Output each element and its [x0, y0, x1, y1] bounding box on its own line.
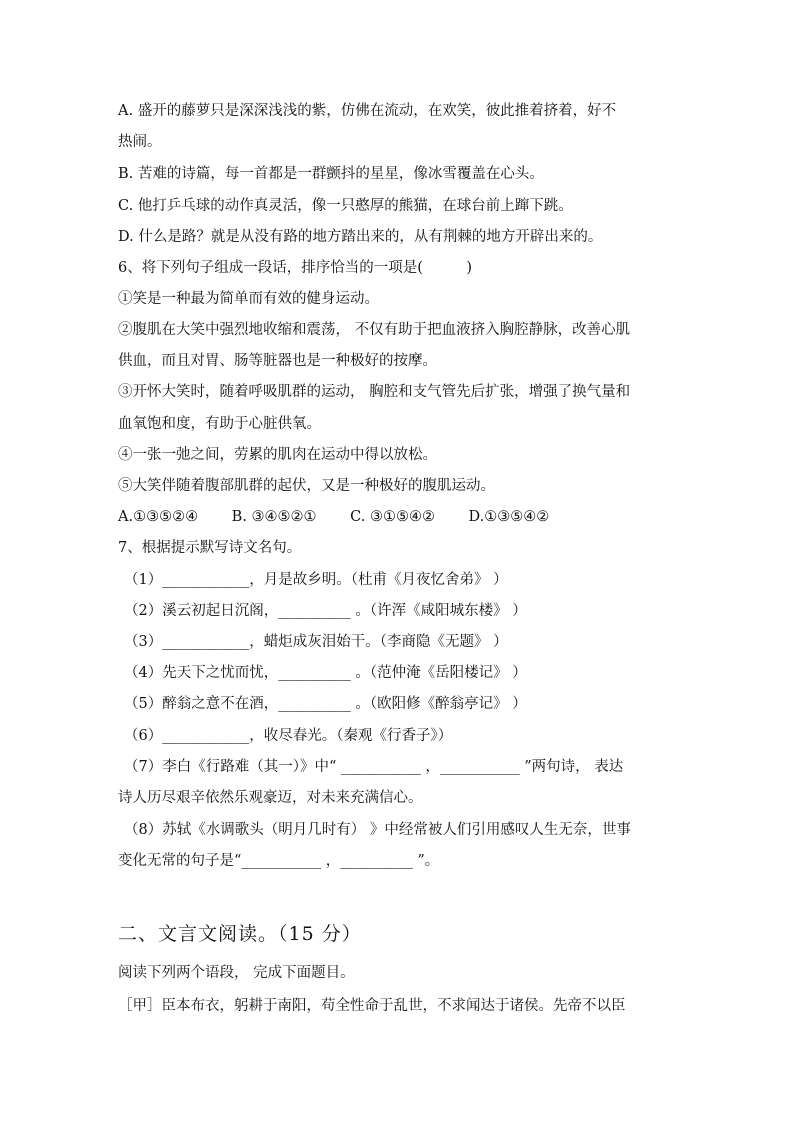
q5-option-a-line1: A. 盛开的藤萝只是深深浅浅的紫，仿佛在流动，在欢笑，彼此推着挤着，好不: [118, 103, 617, 119]
q5-option-c: C. 他打乒乓球的动作真灵活，像一只憨厚的熊猫，在球台前上蹿下跳。: [118, 198, 573, 214]
q6-sentence-3-line1: ③开怀大笑时，随着呼吸肌群的运动， 胸腔和支气管先后扩张，增强了换气量和: [118, 384, 631, 400]
q6-stem: 6、将下列句子组成一段话，排序恰当的一项是( ): [118, 260, 473, 276]
q6-sentence-1: ①笑是一种最为简单而有效的健身运动。: [118, 291, 379, 307]
q7-item-7-line1: （7）李白《行路难（其一）》中“ ___________ ，___________ ”两句诗， 表达: [124, 759, 624, 775]
passage-jia-line1: ［甲］臣本布衣，躬耕于南阳，苟全性命于乱世，不求闻达于诸侯。先帝不以臣: [118, 998, 626, 1014]
q7-item-8-line2: 变化无常的句子是“___________ ，__________ ”。: [118, 853, 440, 869]
q7-item-7-line2: 诗人历尽艰辛依然乐观豪迈，对未来充满信心。: [118, 790, 423, 806]
q7-item-6: （6）____________，收尽春光。（秦观《行香子》）: [124, 728, 453, 744]
q6-sentence-2-line1: ②腹肌在大笑中强烈地收缩和震荡， 不仅有助于把血液挤入胸腔静脉，改善心肌: [118, 322, 631, 338]
q6-sentence-5: ⑤大笑伴随着腹部肌群的起伏，又是一种极好的腹肌运动。: [118, 478, 495, 494]
q6-sentence-4: ④一张一弛之间，劳累的肌肉在运动中得以放松。: [118, 447, 437, 463]
q7-stem: 7、根据提示默写诗文名句。: [118, 540, 302, 556]
q7-item-8-line1: （8）苏轼《水调歌头（明月几时有） 》中经常被人们引用感叹人生无奈，世事: [124, 822, 631, 838]
q6-sentence-2-line2: 供血，而且对胃、肠等脏器也是一种极好的按摩。: [118, 353, 437, 369]
q5-option-b: B. 苦难的诗篇，每一首都是一群颤抖的星星，像冰雪覆盖在心头。: [118, 166, 544, 182]
q6-choices: A.①③⑤②④ B. ③④⑤②① C. ③①⑤④② D.①③⑤④②: [118, 509, 550, 525]
q6-sentence-3-line2: 血氧饱和度，有助于心脏供氧。: [118, 416, 321, 432]
section-2-title: 二、文言文阅读。（15 分）: [118, 923, 362, 945]
q7-item-4: （4）先天下之忧而忧，__________ 。（范仲淹《岳阳楼记》 ）: [124, 665, 527, 681]
q5-option-d: D. 什么是路？就是从没有路的地方踏出来的，从有荆棘的地方开辟出来的。: [118, 229, 603, 245]
section-2-intro: 阅读下列两个语段， 完成下面题目。: [118, 965, 355, 981]
q7-item-1: （1）____________，月是故乡明。（杜甫《月夜忆舍弟》 ）: [124, 572, 508, 588]
q7-item-5: （5）醉翁之意不在酒，__________ 。（欧阳修《醉翁亭记》 ）: [124, 696, 527, 712]
q5-option-a-line2: 热闹。: [118, 134, 162, 150]
q7-item-3: （3）____________，蜡炬成灰泪始干。（李商隐《无题》 ）: [124, 634, 508, 650]
q7-item-2: （2）溪云初起日沉阁，__________ 。（许浑《咸阳城东楼》 ）: [124, 603, 527, 619]
